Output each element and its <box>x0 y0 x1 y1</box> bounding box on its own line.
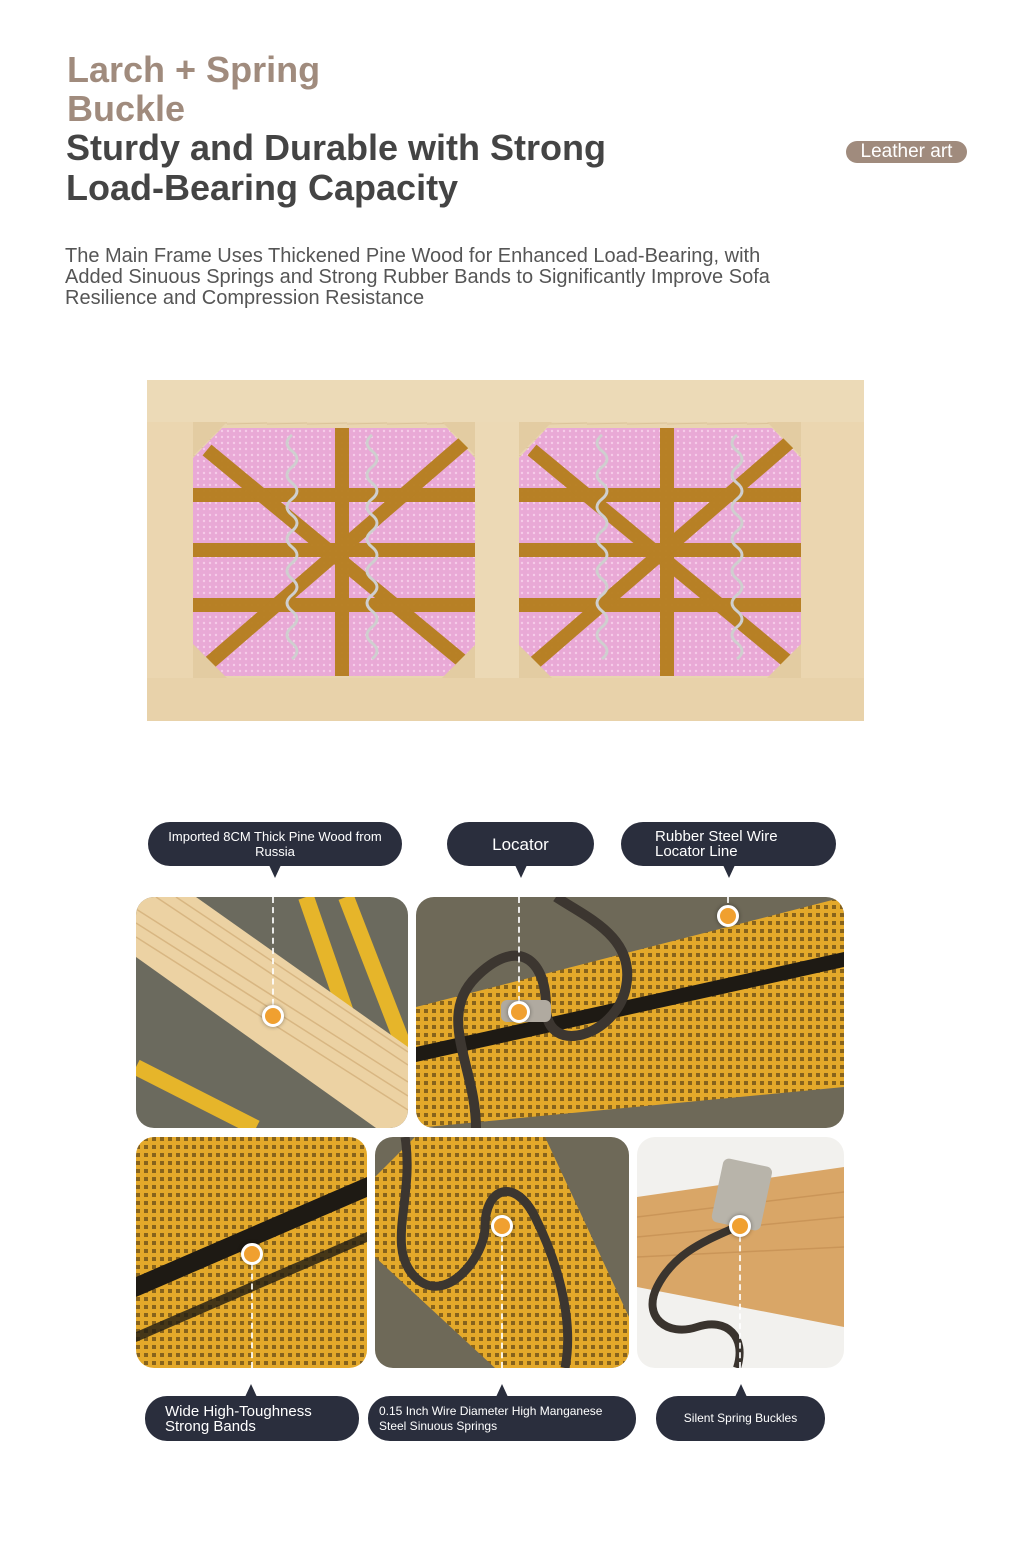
title-accent: Larch + Spring Buckle <box>67 49 321 129</box>
label-locator-text: Locator <box>492 834 549 854</box>
leader-line-pine <box>272 897 274 1015</box>
label-spring-buckles <box>656 1396 825 1441</box>
label-strong-bands <box>145 1396 359 1441</box>
label-pine-wood-text: Imported 8CM Thick Pine Wood from Russia <box>168 829 382 859</box>
marker-locator <box>508 1001 530 1023</box>
label-locator-line <box>621 822 836 866</box>
label-pine-wood <box>148 822 402 866</box>
leader-line-buckles <box>739 1226 741 1368</box>
marker-pine-wood <box>262 1005 284 1027</box>
marker-locator-line <box>717 905 739 927</box>
page-title: Sturdy and Durable with Strong Load-Bearing Capacity <box>66 127 607 208</box>
label-locator <box>447 822 594 866</box>
marker-springs <box>491 1215 513 1237</box>
description: The Main Frame Uses Thickened Pine Wood for Enhanced Load-Bearing, with Added Sinuous Springs and Strong Rubber Bands to Significantly Improve Sofa Resilience and Compression Resistance <box>65 245 770 309</box>
label-sinuous-springs <box>368 1396 636 1441</box>
marker-buckles <box>729 1215 751 1237</box>
locator-photo <box>416 897 844 1128</box>
label-sinuous-springs-text: 0.15 Inch Wire Diameter High Manganese Steel Sinuous Springs <box>379 1403 603 1433</box>
sofa-frame-image <box>147 380 864 721</box>
leader-line-locator <box>518 897 520 1012</box>
label-spring-buckles-text: Silent Spring Buckles <box>683 1411 798 1425</box>
marker-bands <box>241 1243 263 1265</box>
leader-line-bands <box>251 1254 253 1368</box>
leader-line-springs <box>501 1226 503 1368</box>
brand-badge: Leather art <box>846 141 967 163</box>
label-strong-bands-text: Wide High-Toughness Strong Bands <box>165 1402 312 1435</box>
label-locator-line-text: Rubber Steel Wire Locator Line <box>655 828 778 860</box>
